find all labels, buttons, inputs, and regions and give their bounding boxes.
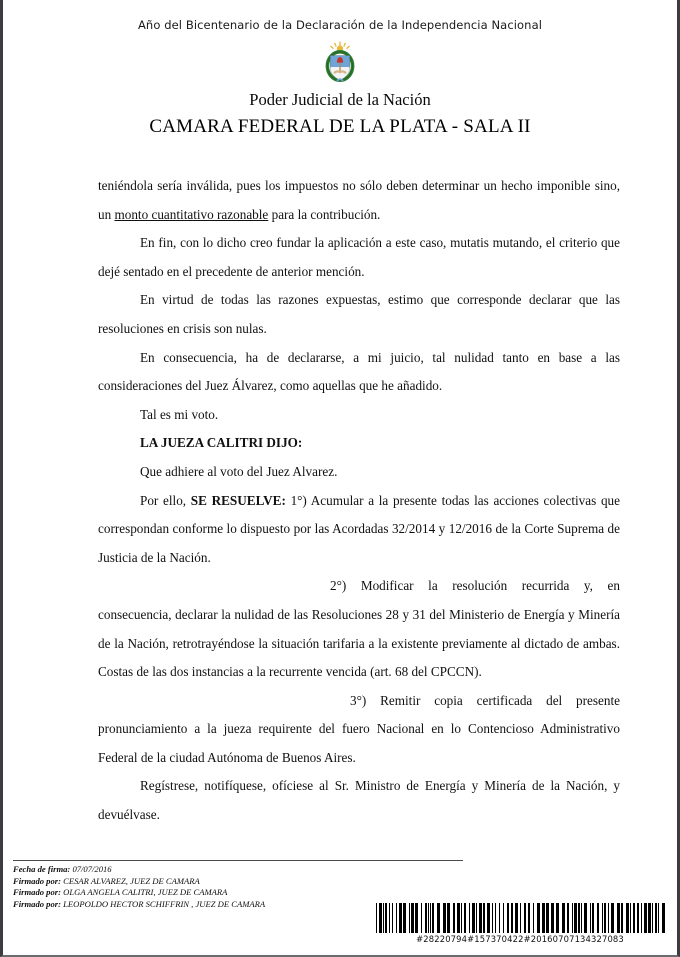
paragraph-en-fin: En fin, con lo dicho creo fundar la aplicación a este caso, mutatis mutando, el criterio que dejé sentado en el precedente de anterior mención. — [98, 235, 620, 279]
barcode-block — [373, 903, 667, 944]
signed-by-label: Firmado por: — [13, 898, 61, 909]
paragraph-continuation — [98, 172, 620, 229]
resolution-item-1: 1°) Acumular a la presente todas las acciones colectivas que correspondan conforme lo dispuesto por las Acordadas 32/2014 y 12/2016 de la Corte Suprema de Justicia de la Nación. — [98, 492, 620, 565]
resolution-item-3: 3°) Remitir copia certificada del presente pronunciamiento a la jueza requirente del fuero Nacional en lo Contencioso Administrativo Federal de la ciudad Autónoma de Buenos Aires. — [98, 692, 620, 765]
heading-la-jueza-calitri-dijo: LA JUEZA CALITRI DIJO: — [140, 435, 303, 451]
barcode-icon — [373, 903, 667, 933]
document-header — [3, 0, 677, 138]
resolution-item-2: 2°) Modificar la resolución recurrida y, en consecuencia, declarar la nulidad de las Resoluciones 28 y 31 del Ministerio de Energía y Minería de la Nación, retrotrayéndose la situación tarifaria a la existente previamente al dictado de ambas. Costas de las dos instancias a la recurrente vencida (art. 68 del CPCCN). — [98, 578, 620, 680]
se-resuelve-label: SE RESUELVE: — [190, 492, 286, 508]
argentina-coat-of-arms-icon — [319, 41, 361, 85]
signature-signer-line — [13, 887, 463, 899]
signer-name: LEOPOLDO HECTOR SCHIFFRIN , JUEZ DE CAMARA — [61, 898, 266, 909]
por-ello-text: Por ello, — [140, 492, 191, 508]
signature-date-line — [13, 864, 463, 876]
paragraph-text-part-b: para la contribución. — [268, 206, 381, 222]
signed-by-label: Firmado por: — [13, 875, 61, 886]
underlined-phrase: monto cuantitativo razonable — [114, 206, 269, 222]
signature-date-value: 07/07/2016 — [70, 864, 112, 874]
coat-of-arms-wrap — [3, 40, 677, 86]
paragraph-se-resuelve — [98, 487, 620, 573]
paragraph-registrese: Regístrese, notifíquese, ofíciese al Sr. Ministro de Energía y Minería de la Nación, y devuélvase. — [98, 778, 620, 823]
signer-name: CESAR ALVAREZ, JUEZ DE CAMARA — [61, 875, 200, 886]
paragraph-que-adhiere: Que adhiere al voto del Juez Alvarez. — [140, 463, 338, 479]
document-body — [3, 138, 677, 830]
paragraph-en-consecuencia: En consecuencia, ha de declararse, a mi juicio, tal nulidad tanto en base a las consideraciones del Juez Álvarez, como aquellas que he añadido. — [98, 349, 620, 394]
paragraph-en-virtud: En virtud de todas las razones expuestas, estimo que corresponde declarar que las resoluciones en crisis son nulas. — [98, 292, 620, 336]
signature-divider — [13, 860, 463, 861]
page-title: CAMARA FEDERAL DE LA PLATA - SALA II — [149, 116, 531, 137]
header-subtitle: Poder Judicial de la Nación — [249, 90, 431, 109]
header-year-line: Año del Bicentenario de la Declaración de la Independencia Nacional — [137, 18, 543, 32]
paragraph-tal-es-mi-voto: Tal es mi voto. — [140, 406, 219, 422]
signature-signer-line — [13, 876, 463, 888]
signer-name: OLGA ANGELA CALITRI, JUEZ DE CAMARA — [61, 887, 228, 898]
barcode-number: #28220794#157370422#20160707134327083 — [416, 934, 624, 944]
signed-by-label: Firmado por: — [13, 887, 61, 898]
paragraph-text-part-a: teniéndola sería inválida, pues los impuestos no sólo deben determinar un hecho imponible sino, un — [98, 178, 620, 222]
signature-date-label: Fecha de firma: — [13, 864, 71, 874]
